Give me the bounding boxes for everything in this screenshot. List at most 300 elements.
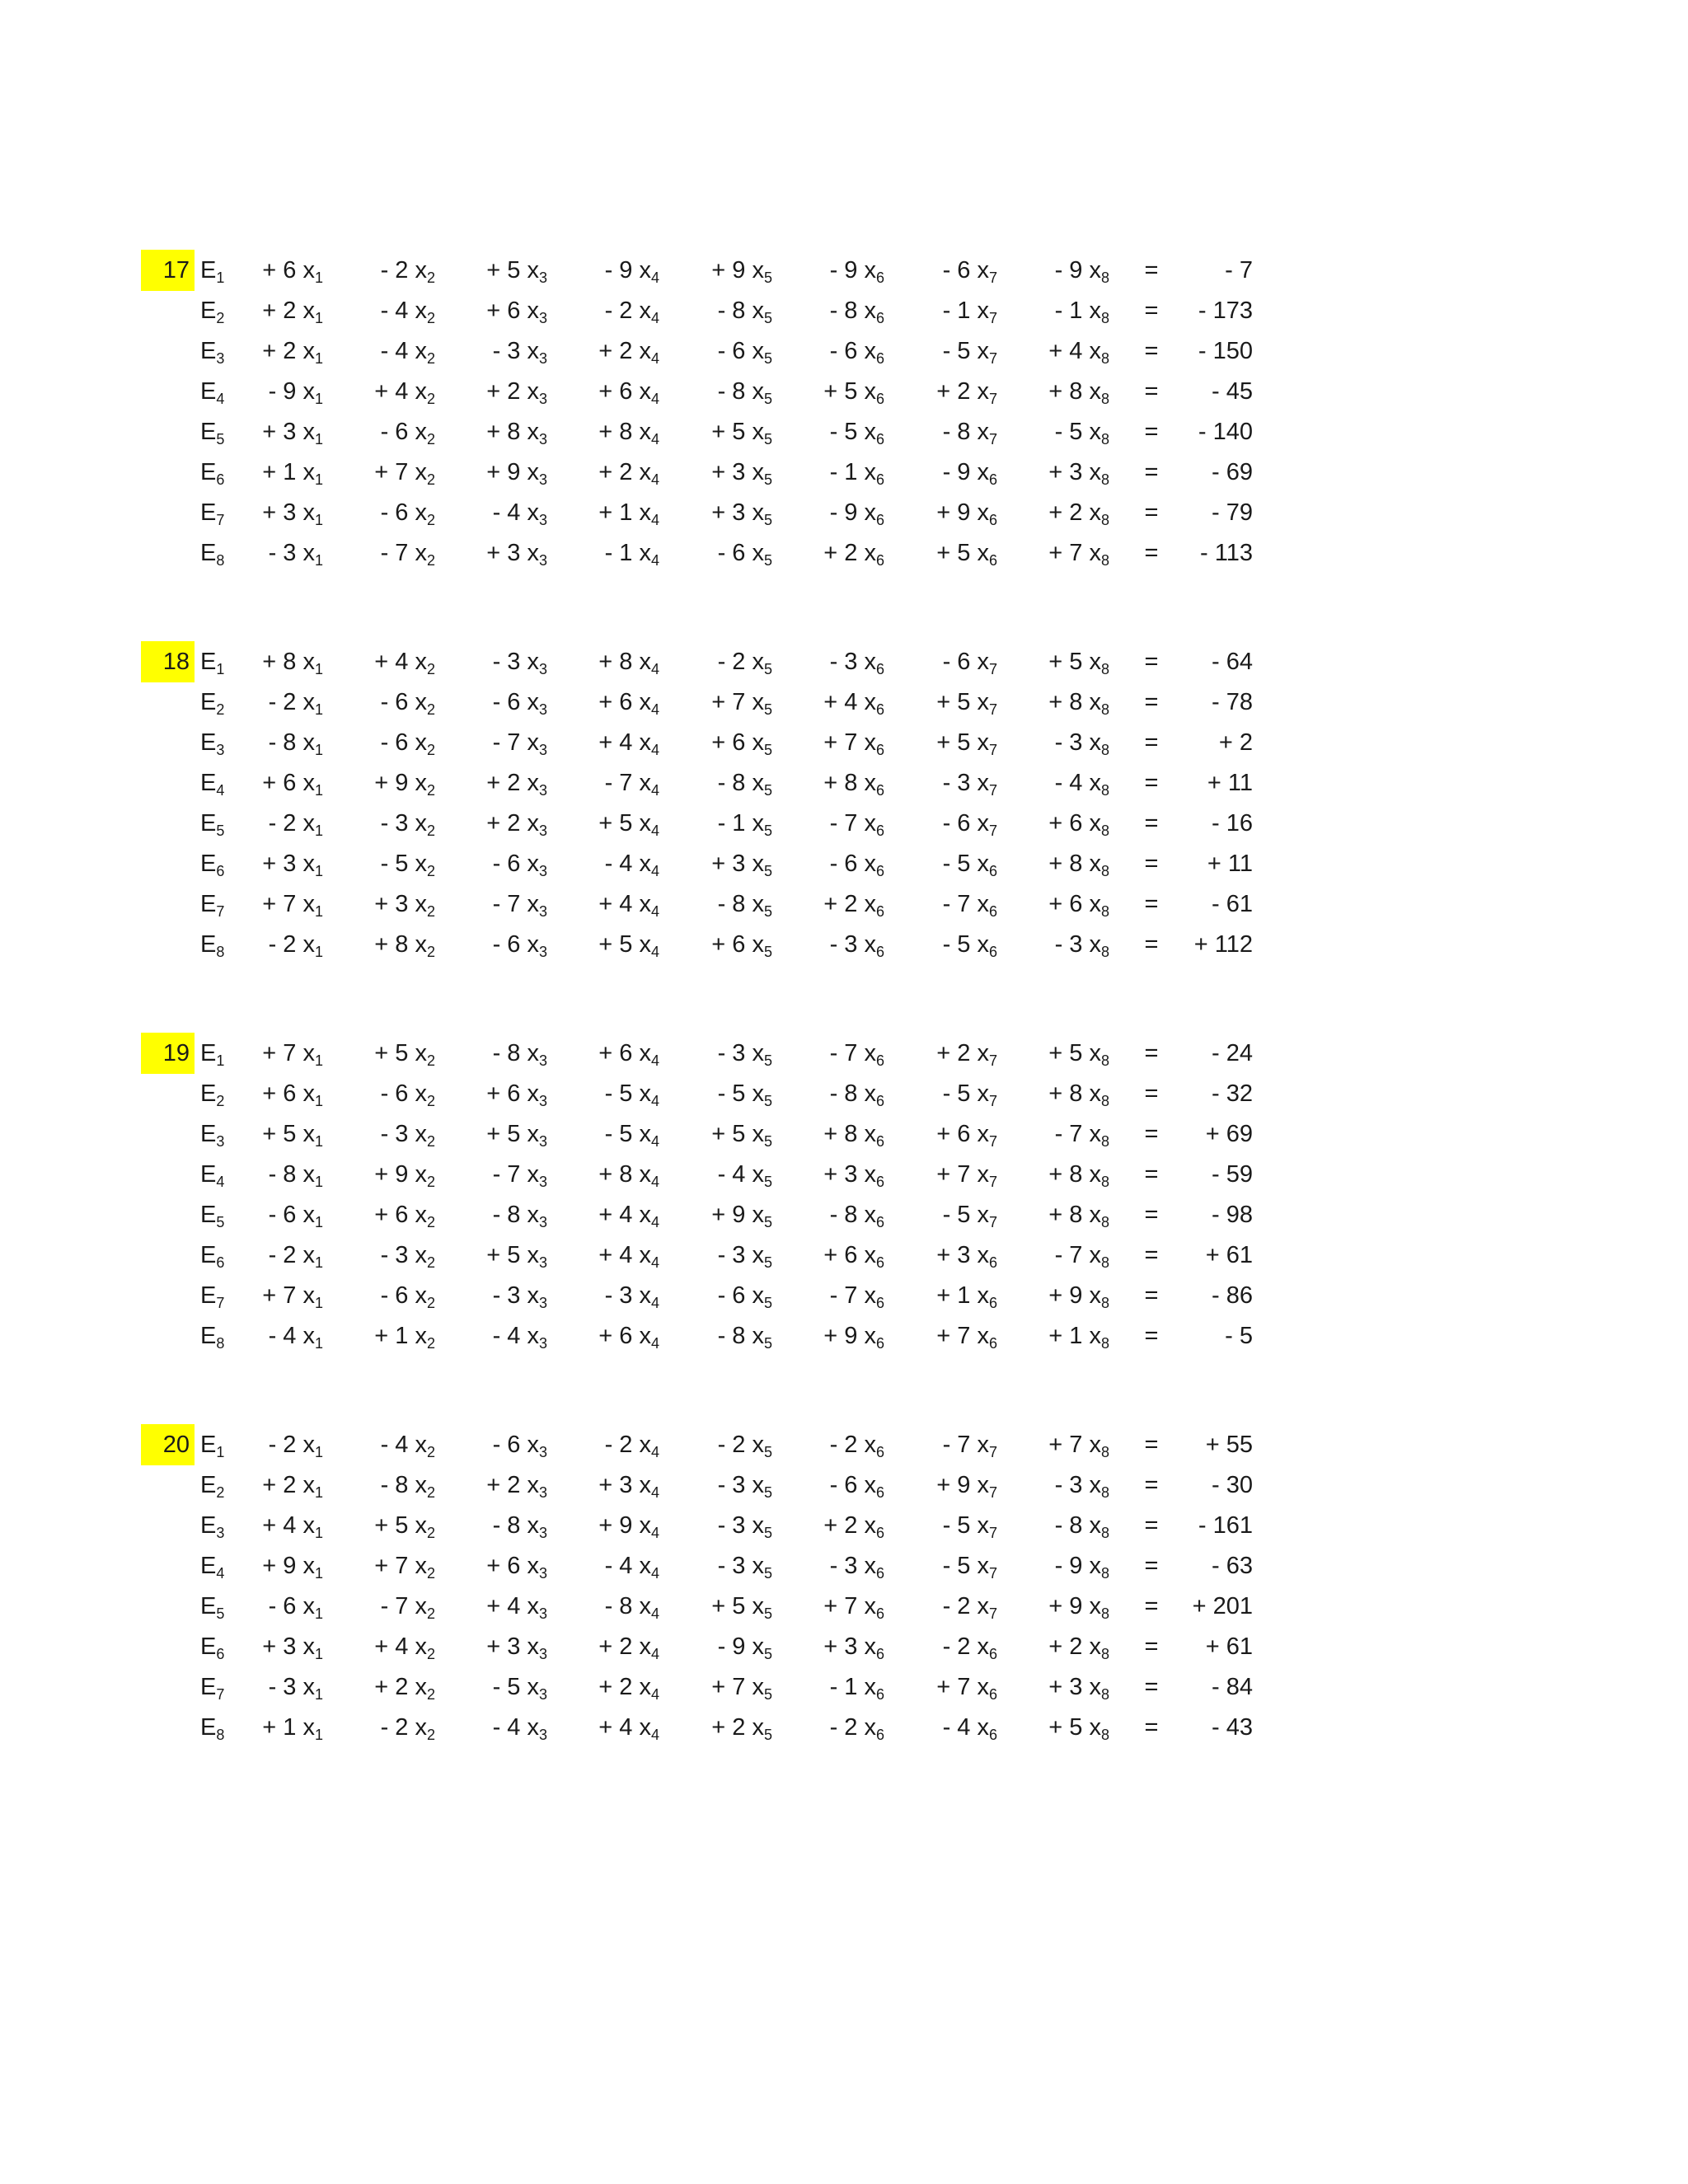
equation-term: + 4 $x_4$: [598, 729, 659, 758]
equation-term: - 3 $x_6$: [829, 931, 884, 960]
equation-rhs: - 84: [1212, 1674, 1253, 1700]
variable-subscript: 6: [875, 903, 884, 920]
equation-term: + 9 $x_8$: [1048, 1593, 1109, 1622]
equation-rhs: - 140: [1198, 419, 1253, 445]
variable-subscript: 6: [875, 742, 884, 758]
equation-rhs: + 201: [1192, 1593, 1253, 1619]
equation-term: - 7 $x_8$: [1054, 1121, 1109, 1150]
equation-label: $E_8$: [200, 540, 225, 569]
variable-subscript: 8: [1100, 269, 1109, 286]
variable-subscript: 2: [426, 1565, 435, 1582]
equation-term: - 7 $x_6$: [829, 810, 884, 839]
equation-term: - 8 $x_1$: [268, 729, 323, 758]
variable-subscript: 3: [538, 1174, 547, 1190]
equation-term: - 3 $x_6$: [829, 1553, 884, 1582]
equation-term: - 3 $x_2$: [380, 810, 435, 839]
equation-label: $E_2$: [200, 298, 225, 326]
variable-subscript: 4: [650, 269, 659, 286]
variable-subscript: 8: [1100, 903, 1109, 920]
equation-term: + 7 $x_2$: [374, 459, 435, 488]
equation-term: + 8 $x_3$: [486, 419, 547, 448]
variable-subscript: 6: [875, 552, 884, 569]
equation-term: - 4 $x_4$: [604, 1553, 659, 1582]
equals-sign: =: [1144, 729, 1159, 756]
variable-subscript: 3: [538, 863, 547, 879]
equation-rhs: - 32: [1212, 1080, 1253, 1107]
equation-rhs: + 69: [1205, 1121, 1253, 1147]
variable-subscript: 1: [314, 1052, 323, 1069]
equals-sign: =: [1144, 378, 1159, 405]
equation-term: + 6 $x_3$: [486, 298, 547, 326]
variable-subscript: 1: [314, 1093, 323, 1109]
equation-term: + 8 $x_6$: [823, 770, 884, 799]
equation-term: - 2 $x_2$: [380, 1714, 435, 1743]
equation-term: + 1 $x_6$: [936, 1282, 997, 1311]
equation-term: - 8 $x_3$: [492, 1202, 547, 1230]
variable-subscript: 6: [988, 1686, 997, 1703]
variable-subscript: 3: [538, 701, 547, 718]
equation-term: - 5 $x_3$: [492, 1674, 547, 1703]
equation-term: + 4 $x_2$: [374, 378, 435, 407]
equation-term: - 2 $x_1$: [268, 1242, 323, 1271]
equation-row: [0, 641, 1688, 682]
variable-subscript: 5: [763, 1254, 772, 1271]
equation-label: $E_1$: [200, 649, 225, 677]
equation-term: - 4 $x_3$: [492, 499, 547, 528]
equation-term: - 6 $x_6$: [829, 338, 884, 367]
variable-subscript: 2: [426, 701, 435, 718]
equation-rhs: + 2: [1218, 729, 1253, 756]
equation-term: - 8 $x_8$: [1054, 1512, 1109, 1541]
equation-term: - 8 $x_6$: [829, 1202, 884, 1230]
equation-term: + 5 $x_3$: [486, 1242, 547, 1271]
variable-subscript: 2: [426, 903, 435, 920]
equation-term: + 3 $x_3$: [486, 540, 547, 569]
equation-term: + 2 $x_6$: [823, 1512, 884, 1541]
variable-subscript: 5: [763, 269, 772, 286]
equation-label: $E_8$: [200, 1323, 225, 1352]
variable-subscript: 6: [875, 512, 884, 528]
equation-term: + 3 $x_6$: [823, 1633, 884, 1662]
equals-sign: =: [1144, 1282, 1159, 1309]
equation-label-subscript: 4: [216, 1174, 225, 1190]
equation-term: + 4 $x_2$: [374, 649, 435, 677]
variable-subscript: 5: [763, 944, 772, 960]
equation-term: + 9 $x_3$: [486, 459, 547, 488]
variable-subscript: 5: [763, 310, 772, 326]
equation-term: + 2 $x_1$: [262, 1472, 323, 1501]
equals-sign: =: [1144, 540, 1159, 566]
variable-subscript: 4: [650, 701, 659, 718]
equation-rhs: - 5: [1225, 1323, 1253, 1349]
equation-rhs: - 173: [1198, 298, 1253, 324]
variable-subscript: 4: [650, 823, 659, 839]
variable-subscript: 8: [1100, 1254, 1109, 1271]
equation-term: + 4 $x_4$: [598, 1242, 659, 1271]
equation-term: + 5 $x_3$: [486, 1121, 547, 1150]
equals-sign: =: [1144, 499, 1159, 526]
variable-subscript: 6: [875, 269, 884, 286]
equation-term: - 8 $x_6$: [829, 1080, 884, 1109]
variable-subscript: 3: [538, 1525, 547, 1541]
equals-sign: =: [1144, 419, 1159, 445]
equation-term: - 2 $x_5$: [717, 1432, 772, 1460]
variable-subscript: 8: [1100, 391, 1109, 407]
equation-term: + 3 $x_1$: [262, 1633, 323, 1662]
variable-subscript: 6: [875, 1605, 884, 1622]
equation-term: + 5 $x_8$: [1048, 1714, 1109, 1743]
variable-subscript: 6: [875, 782, 884, 799]
equation-term: - 1 $x_6$: [829, 459, 884, 488]
variable-subscript: 5: [763, 701, 772, 718]
variable-subscript: 4: [650, 1174, 659, 1190]
equation-row: [0, 803, 1688, 844]
variable-subscript: 8: [1100, 1565, 1109, 1582]
variable-subscript: 6: [875, 661, 884, 677]
variable-subscript: 3: [538, 1295, 547, 1311]
variable-subscript: 8: [1100, 1052, 1109, 1069]
equation-term: + 5 $x_3$: [486, 257, 547, 286]
equation-term: + 7 $x_1$: [262, 1282, 323, 1311]
variable-subscript: 5: [763, 1335, 772, 1352]
variable-subscript: 4: [650, 512, 659, 528]
equals-sign: =: [1144, 1242, 1159, 1268]
equation-row: [0, 1194, 1688, 1235]
variable-subscript: 3: [538, 661, 547, 677]
equation-term: - 1 $x_8$: [1054, 298, 1109, 326]
equation-term: + 6 $x_4$: [598, 1040, 659, 1069]
equation-term: - 5 $x_7$: [942, 1080, 997, 1109]
equation-term: - 2 $x_2$: [380, 257, 435, 286]
equation-term: + 8 $x_1$: [262, 649, 323, 677]
equation-label-subscript: 2: [216, 1093, 225, 1109]
equation-label: $E_3$: [200, 338, 225, 367]
variable-subscript: 7: [988, 1052, 997, 1069]
equation-label: $E_2$: [200, 1080, 225, 1109]
equation-term: + 6 $x_4$: [598, 1323, 659, 1352]
variable-subscript: 2: [426, 1646, 435, 1662]
equation-term: - 4 $x_5$: [717, 1161, 772, 1190]
equation-label-subscript: 2: [216, 1484, 225, 1501]
variable-subscript: 6: [875, 1214, 884, 1230]
variable-subscript: 6: [875, 863, 884, 879]
equation-label: $E_7$: [200, 891, 225, 920]
variable-subscript: 5: [763, 1565, 772, 1582]
variable-subscript: 1: [314, 1565, 323, 1582]
equation-row: [0, 924, 1688, 965]
equation-label-subscript: 8: [216, 1727, 225, 1743]
variable-subscript: 2: [426, 552, 435, 569]
variable-subscript: 2: [426, 350, 435, 367]
equation-rhs: - 79: [1212, 499, 1253, 526]
variable-subscript: 6: [875, 1565, 884, 1582]
variable-subscript: 5: [763, 512, 772, 528]
variable-subscript: 7: [988, 1525, 997, 1541]
variable-subscript: 3: [538, 1214, 547, 1230]
equation-term: - 6 $x_5$: [717, 338, 772, 367]
equation-term: + 6 $x_8$: [1048, 891, 1109, 920]
variable-subscript: 2: [426, 1605, 435, 1622]
equation-rhs: - 24: [1212, 1040, 1253, 1066]
equation-term: - 9 $x_5$: [717, 1633, 772, 1662]
variable-subscript: 5: [763, 1174, 772, 1190]
equation-term: - 4 $x_2$: [380, 338, 435, 367]
equation-term: - 9 $x_4$: [604, 257, 659, 286]
equation-term: - 9 $x_6$: [829, 499, 884, 528]
equation-term: - 4 $x_1$: [268, 1323, 323, 1352]
variable-subscript: 5: [763, 1444, 772, 1460]
equation-term: - 9 $x_6$: [829, 257, 884, 286]
variable-subscript: 3: [538, 742, 547, 758]
equation-term: - 3 $x_2$: [380, 1121, 435, 1150]
variable-subscript: 8: [1100, 863, 1109, 879]
variable-subscript: 8: [1100, 1295, 1109, 1311]
equation-term: + 6 $x_6$: [823, 1242, 884, 1271]
equation-term: + 6 $x_4$: [598, 689, 659, 718]
equation-term: - 7 $x_6$: [829, 1040, 884, 1069]
variable-subscript: 1: [314, 1444, 323, 1460]
variable-subscript: 8: [1100, 552, 1109, 569]
variable-subscript: 6: [988, 863, 997, 879]
equation-row: [0, 492, 1688, 533]
equation-term: + 8 $x_4$: [598, 649, 659, 677]
variable-subscript: 7: [988, 661, 997, 677]
variable-subscript: 7: [988, 1214, 997, 1230]
equation-term: + 2 $x_2$: [374, 1674, 435, 1703]
variable-subscript: 2: [426, 431, 435, 448]
variable-subscript: 6: [875, 471, 884, 488]
equation-term: - 3 $x_5$: [717, 1040, 772, 1069]
equation-term: + 2 $x_7$: [936, 378, 997, 407]
variable-subscript: 5: [763, 1093, 772, 1109]
variable-subscript: 1: [314, 944, 323, 960]
variable-subscript: 7: [988, 823, 997, 839]
equation-term: - 8 $x_5$: [717, 298, 772, 326]
equation-label: $E_7$: [200, 1674, 225, 1703]
equation-rhs: - 43: [1212, 1714, 1253, 1741]
equation-label-subscript: 7: [216, 512, 225, 528]
equation-term: - 6 $x_6$: [829, 1472, 884, 1501]
variable-subscript: 7: [988, 269, 997, 286]
equation-row: [0, 722, 1688, 763]
variable-subscript: 1: [314, 903, 323, 920]
equation-term: - 6 $x_2$: [380, 1080, 435, 1109]
equals-sign: =: [1144, 1040, 1159, 1066]
equation-row: [0, 532, 1688, 574]
variable-subscript: 6: [875, 1484, 884, 1501]
equation-term: + 2 $x_4$: [598, 1674, 659, 1703]
equation-rhs: - 45: [1212, 378, 1253, 405]
equation-term: - 6 $x_5$: [717, 1282, 772, 1311]
variable-subscript: 3: [538, 552, 547, 569]
equation-term: + 8 $x_4$: [598, 1161, 659, 1190]
equation-term: + 2 $x_3$: [486, 770, 547, 799]
variable-subscript: 4: [650, 350, 659, 367]
equation-term: + 6 $x_1$: [262, 1080, 323, 1109]
variable-subscript: 8: [1100, 512, 1109, 528]
equation-row: [0, 762, 1688, 804]
equation-label-subscript: 1: [216, 1444, 225, 1460]
equation-term: + 7 $x_8$: [1048, 540, 1109, 569]
equation-rhs: - 61: [1212, 891, 1253, 917]
equation-label: $E_1$: [200, 257, 225, 286]
equation-label-subscript: 6: [216, 471, 225, 488]
equation-label: $E_2$: [200, 1472, 225, 1501]
variable-subscript: 8: [1100, 701, 1109, 718]
equation-term: + 3 $x_1$: [262, 851, 323, 879]
variable-subscript: 2: [426, 1295, 435, 1311]
variable-subscript: 4: [650, 1295, 659, 1311]
variable-subscript: 1: [314, 1646, 323, 1662]
equation-term: - 7 $x_3$: [492, 729, 547, 758]
variable-subscript: 3: [538, 782, 547, 799]
equation-term: - 3 $x_1$: [268, 1674, 323, 1703]
equation-term: + 2 $x_4$: [598, 338, 659, 367]
equation-term: + 2 $x_8$: [1048, 499, 1109, 528]
equals-sign: =: [1144, 851, 1159, 877]
equation-label-subscript: 1: [216, 269, 225, 286]
variable-subscript: 3: [538, 903, 547, 920]
variable-subscript: 4: [650, 1565, 659, 1582]
variable-subscript: 2: [426, 742, 435, 758]
equation-term: - 3 $x_5$: [717, 1512, 772, 1541]
variable-subscript: 8: [1100, 1686, 1109, 1703]
equation-term: + 3 $x_1$: [262, 419, 323, 448]
equation-term: - 4 $x_6$: [942, 1714, 997, 1743]
variable-subscript: 8: [1100, 310, 1109, 326]
variable-subscript: 2: [426, 269, 435, 286]
variable-subscript: 4: [650, 1052, 659, 1069]
variable-subscript: 7: [988, 701, 997, 718]
equation-term: + 2 $x_5$: [711, 1714, 772, 1743]
variable-subscript: 1: [314, 1525, 323, 1541]
equation-label: $E_4$: [200, 1161, 225, 1190]
variable-subscript: 6: [988, 1335, 997, 1352]
variable-subscript: 6: [988, 944, 997, 960]
equation-label-subscript: 5: [216, 1214, 225, 1230]
equation-term: + 5 $x_5$: [711, 1593, 772, 1622]
variable-subscript: 2: [426, 1484, 435, 1501]
variable-subscript: 8: [1100, 742, 1109, 758]
equation-term: + 5 $x_1$: [262, 1121, 323, 1150]
variable-subscript: 1: [314, 1133, 323, 1150]
equation-term: + 4 $x_1$: [262, 1512, 323, 1541]
equation-term: - 6 $x_2$: [380, 499, 435, 528]
variable-subscript: 7: [988, 1133, 997, 1150]
equation-term: + 9 $x_7$: [936, 1472, 997, 1501]
equation-term: + 6 $x_2$: [374, 1202, 435, 1230]
equation-term: + 2 $x_1$: [262, 298, 323, 326]
variable-subscript: 8: [1100, 1444, 1109, 1460]
variable-subscript: 8: [1100, 431, 1109, 448]
variable-subscript: 7: [988, 1093, 997, 1109]
equation-term: - 3 $x_5$: [717, 1472, 772, 1501]
equation-term: + 3 $x_5$: [711, 459, 772, 488]
equation-term: - 8 $x_5$: [717, 770, 772, 799]
variable-subscript: 2: [426, 1444, 435, 1460]
variable-subscript: 1: [314, 701, 323, 718]
variable-subscript: 6: [988, 1727, 997, 1743]
variable-subscript: 2: [426, 1525, 435, 1541]
equation-term: + 7 $x_1$: [262, 1040, 323, 1069]
variable-subscript: 7: [988, 1484, 997, 1501]
equation-term: - 1 $x_4$: [604, 540, 659, 569]
variable-subscript: 2: [426, 1052, 435, 1069]
variable-subscript: 2: [426, 823, 435, 839]
equation-label-subscript: 5: [216, 1605, 225, 1622]
variable-subscript: 2: [426, 1727, 435, 1743]
equation-term: - 5 $x_6$: [829, 419, 884, 448]
variable-subscript: 3: [538, 310, 547, 326]
equation-term: - 1 $x_7$: [942, 298, 997, 326]
equation-term: - 8 $x_5$: [717, 1323, 772, 1352]
variable-subscript: 3: [538, 431, 547, 448]
variable-subscript: 7: [988, 431, 997, 448]
equation-label-subscript: 3: [216, 350, 225, 367]
variable-subscript: 1: [314, 269, 323, 286]
equation-label: $E_5$: [200, 1593, 225, 1622]
variable-subscript: 5: [763, 1646, 772, 1662]
equation-term: - 1 $x_5$: [717, 810, 772, 839]
variable-subscript: 6: [988, 903, 997, 920]
equation-term: + 4 $x_8$: [1048, 338, 1109, 367]
equation-term: - 7 $x_4$: [604, 770, 659, 799]
equation-term: + 7 $x_6$: [823, 1593, 884, 1622]
equation-term: + 3 $x_6$: [823, 1161, 884, 1190]
equation-term: + 9 $x_5$: [711, 1202, 772, 1230]
variable-subscript: 8: [1100, 1214, 1109, 1230]
equation-term: + 1 $x_8$: [1048, 1323, 1109, 1352]
variable-subscript: 3: [538, 1335, 547, 1352]
equation-term: - 8 $x_5$: [717, 378, 772, 407]
equation-term: - 2 $x_6$: [942, 1633, 997, 1662]
variable-subscript: 8: [1100, 1646, 1109, 1662]
variable-subscript: 8: [1100, 944, 1109, 960]
variable-subscript: 8: [1100, 471, 1109, 488]
variable-subscript: 8: [1100, 1484, 1109, 1501]
variable-subscript: 1: [314, 1686, 323, 1703]
variable-subscript: 2: [426, 1335, 435, 1352]
equation-term: - 6 $x_1$: [268, 1202, 323, 1230]
equation-term: + 3 $x_3$: [486, 1633, 547, 1662]
variable-subscript: 1: [314, 471, 323, 488]
variable-subscript: 7: [988, 742, 997, 758]
variable-subscript: 3: [538, 471, 547, 488]
variable-subscript: 1: [314, 823, 323, 839]
variable-subscript: 3: [538, 1444, 547, 1460]
equation-term: + 8 $x_6$: [823, 1121, 884, 1150]
equation-rhs: - 161: [1198, 1512, 1253, 1539]
equation-label: $E_6$: [200, 459, 225, 488]
variable-subscript: 3: [538, 1565, 547, 1582]
equation-label-subscript: 6: [216, 863, 225, 879]
equals-sign: =: [1144, 1674, 1159, 1700]
equation-rhs: - 78: [1212, 689, 1253, 715]
equation-rhs: - 63: [1212, 1553, 1253, 1579]
equation-term: - 5 $x_8$: [1054, 419, 1109, 448]
variable-subscript: 4: [650, 1525, 659, 1541]
equation-label-subscript: 7: [216, 1295, 225, 1311]
equation-term: + 5 $x_7$: [936, 729, 997, 758]
equation-term: - 5 $x_7$: [942, 338, 997, 367]
equation-term: + 3 $x_8$: [1048, 1674, 1109, 1703]
equation-row: [0, 330, 1688, 372]
variable-subscript: 4: [650, 1484, 659, 1501]
equation-label: $E_2$: [200, 689, 225, 718]
equation-term: + 1 $x_1$: [262, 459, 323, 488]
equation-term: - 5 $x_7$: [942, 1553, 997, 1582]
equation-term: + 8 $x_8$: [1048, 1202, 1109, 1230]
